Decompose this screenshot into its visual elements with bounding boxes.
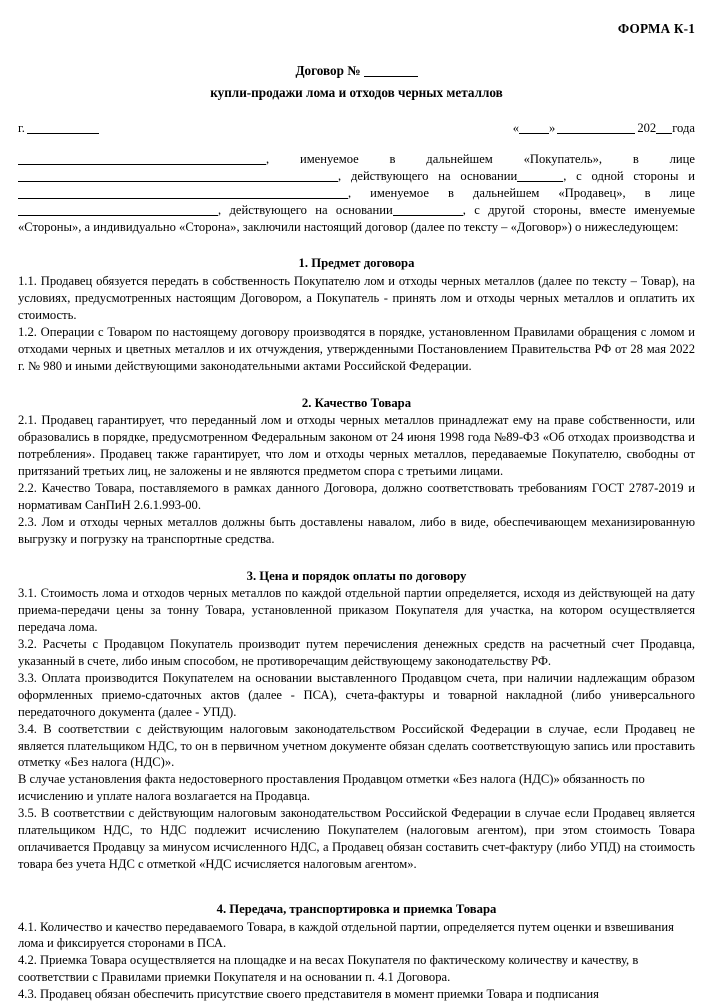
buyer-basis-blank[interactable]: [517, 181, 563, 182]
document-subtitle: купли-продажи лома и отходов черных металлов: [210, 84, 503, 100]
clause-2-1: 2.1. Продавец гарантирует, что переданный лом и отходы черных металлов принадлежат ему на праве собственности, или образовались в порядке, предусмотренном Федеральным законом от 24 июня 1998 года №89-ФЗ «Об отходах производства и потребления». Продавец также гарантирует, что лом и отходы черных металлов, передаваемые Покупателю, свободны от притязаний третьих лиц, не заложены и не являются предметом спора с третьими лицами.: [18, 413, 695, 478]
spacer: [18, 375, 695, 384]
section-heading-1: 1. Предмет договора: [298, 256, 415, 271]
clause-4-1: 4.1. Количество и качество передаваемого Товара, в каждой отдельной партии, определяется путем оценки и взвешивания лома и фиксируется сторонами в ПСА.: [18, 919, 674, 951]
preamble-seg-3: , с одной стороны и: [563, 168, 695, 183]
city-field: [18, 120, 99, 137]
document-title-text: Договор №: [295, 62, 361, 78]
section-heading-2: 2. Качество Товара: [301, 395, 412, 410]
contract-number-blank[interactable]: [364, 76, 418, 77]
spacer: [18, 235, 695, 244]
seller-name-blank[interactable]: [18, 198, 348, 199]
seller-basis-blank[interactable]: [393, 215, 463, 216]
clause-3-3: 3.3. Оплата производится Покупателем на основании выставленного Продавцом счета, при наличии надлежащим образом оформленных приемо-сдаточных актов (далее - ПСА), счета-фактуры и товарной накладной (либо универсального передаточного документа (далее - УПД).: [18, 670, 695, 719]
section-heading-4: 4. Передача, транспортировка и приемка Товара: [216, 902, 497, 917]
city-label: г.: [18, 120, 25, 135]
clause-2-3: 2.3. Лом и отходы черных металлов должны быть доставлены навалом, либо в виде, обеспечивающем механизированную выгрузку и погрузку на транспортные средства.: [18, 514, 695, 546]
preamble-paragraph: [18, 151, 695, 236]
clause-3-2: 3.2. Расчеты с Продавцом Покупатель производит путем перечисления денежных средств на расчетный счет Продавца, указанный в счете, либо иным способом, не противоречащим действующему законодательству РФ.: [18, 636, 695, 668]
day-blank[interactable]: [519, 133, 549, 134]
buyer-name-blank[interactable]: [18, 164, 266, 165]
clause-4-3: 4.3. Продавец обязан обеспечить присутствие своего представителя в момент приемки Товара и подписания: [18, 987, 599, 1002]
clause-4-2: 4.2. Приемка Товара осуществляется на площадке и на весах Покупателя по фактическому количеству и качеству, в соответствии с Правилами приемки Покупателя и на основании п. 4.1 Договора.: [18, 953, 639, 985]
spacer: [18, 548, 695, 557]
preamble-seg-5: , действующего на основании: [218, 202, 393, 217]
spacer: [18, 873, 695, 890]
preamble-seg-2: , действующего на основании: [338, 168, 518, 183]
preamble-seg-4: , именуемое в дальнейшем «Продавец», в лице: [348, 185, 695, 200]
seller-representative-blank[interactable]: [18, 215, 218, 216]
preamble-seg-1: , именуемое в дальнейшем «Покупатель», в лице: [266, 151, 695, 166]
preamble-seg-6: , с другой стороны, вместе именуемые «Стороны», а индивидуально «Сторона», заключили настоящий договор (далее по тексту – «Договор») о нижеследующем:: [18, 202, 695, 234]
date-field: « » 202 года: [512, 120, 695, 135]
clause-3-1: 3.1. Стоимость лома и отходов черных металлов по каждой отдельной партии определяется, исходя из действующей на дату приема-передачи цены за тонну Товара, установленной приказом Покупателя для участка, на котором осуществляется передача лома.: [18, 586, 695, 634]
form-code-label: ФОРМА К-1: [617, 21, 695, 36]
section-heading-3: 3. Цена и порядок оплаты по договору: [246, 568, 467, 583]
clause-3-4: 3.4. В соответствии с действующим налоговым законодательством Российской Федерации в случае, если Продавец не является плательщиком НДС, то он в первичном учетном документе обязан сделать соответствующую запись или проставить отметку «Без налога (НДС)».: [18, 721, 695, 770]
clause-3-5: 3.5. В соответствии с действующим налоговым законодательством Российской Федерации в случае если Продавец является плательщиком НДС, то НДС подлежит исчислению Покупателем (налоговым агентом), при этом стоимость Товара оплачивается Продавцу за минусом исчисленного НДС, а Продавец обязан составить счет-фактуру (либо УПД) на стоимость товара без учета НДС с отметкой «НДС исчисляется налоговым агентом».: [18, 806, 695, 872]
clause-1-1: 1.1. Продавец обязуется передать в собственность Покупателю лом и отходы черных металлов (далее по тексту – Товар), на условиях, предусмотренных настоящим Договором, а Покупатель - принять лом и отходы черных металлов и оплатить их стоимость.: [18, 273, 695, 322]
clause-1-2: 1.2. Операции с Товаром по настоящему договору производятся в порядке, установленном Правилами обращения с ломом и отходами черных и цветных металлов и их отчуждения, утвержденными Постановлением Правительства РФ от 28 мая 2022 г. № 980 и иными действующими законодательными актами Российской Федерации.: [18, 324, 695, 373]
document-title: [18, 61, 695, 80]
year-blank[interactable]: [656, 133, 672, 134]
month-blank[interactable]: [557, 133, 635, 134]
buyer-representative-blank[interactable]: [18, 181, 338, 182]
clause-3-4-continuation: В случае установления факта недостоверного проставления Продавцом отметки «Без налога (НДС)» обязанность по исчислению и уплате налога возлагается на Продавца.: [18, 772, 645, 804]
city-blank[interactable]: [27, 133, 99, 134]
clause-4-3-clipped-row: [18, 986, 695, 1003]
year-prefix: 202: [637, 120, 657, 135]
clause-2-2: 2.2. Качество Товара, поставляемого в рамках данного Договора, должно соответствовать требованиям ГОСТ 2787-2019 и нормативам СанПиН 2.6.1.993-00.: [18, 480, 695, 512]
city-date-row: [18, 120, 695, 137]
year-suffix-label: года: [672, 120, 695, 135]
